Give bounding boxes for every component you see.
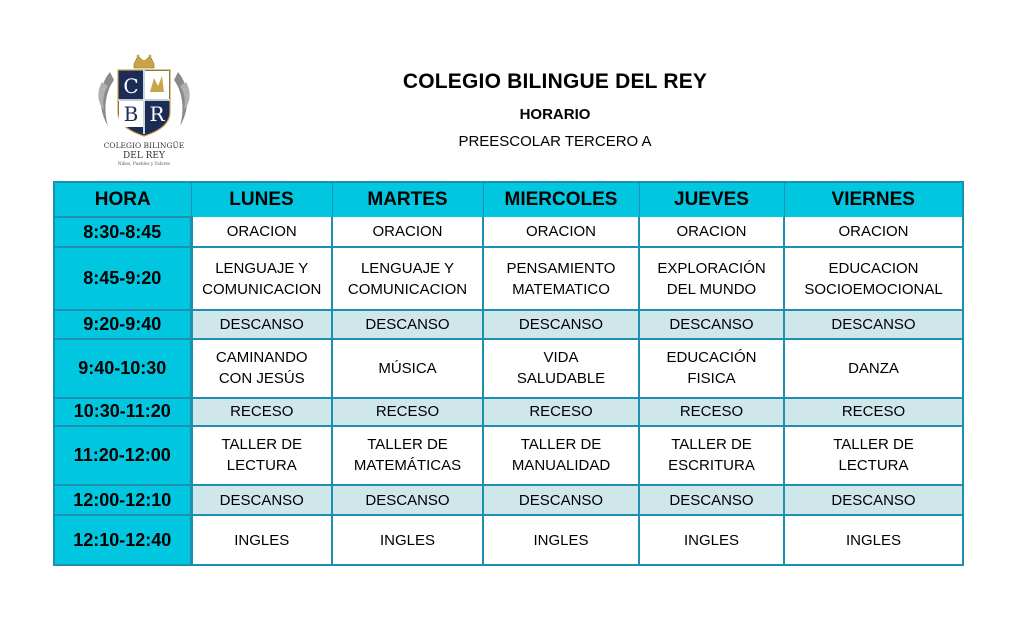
class-cell-line: ORACION — [525, 223, 596, 241]
logo-name-line2: DEL REY — [123, 151, 165, 161]
class-cell-line: RECESO — [679, 403, 744, 421]
class-cell — [332, 485, 483, 515]
class-cell-line: CON JESÚS — [218, 370, 305, 388]
class-cell-line: DESCANSO — [669, 491, 754, 509]
class-cell-line: TALLER DE — [520, 436, 602, 454]
class-cell-line: ORACION — [226, 223, 297, 241]
time-slot: 8:45-9:20 — [55, 247, 191, 310]
class-cell-line: TALLER DE — [367, 436, 448, 454]
class-cell — [639, 339, 784, 398]
class-cell — [483, 247, 639, 310]
class-cell-line: DESCANSO — [831, 491, 916, 509]
class-cell-line: INGLES — [683, 531, 740, 549]
class-cell — [784, 339, 962, 398]
class-cell — [639, 247, 784, 310]
class-cell — [191, 485, 332, 515]
logo-tagline: Niños, Pueblos y Valores — [117, 161, 171, 166]
class-cell-line: INGLES — [234, 531, 290, 549]
class-cell-line: ORACION — [372, 223, 443, 241]
class-cell-line: EDUCACIÓN — [666, 349, 757, 367]
class-cell-line: MÚSICA — [378, 359, 437, 377]
class-cell-line: EXPLORACIÓN — [657, 259, 766, 277]
class-cell-line: COMUNICACION — [347, 280, 468, 298]
class-cell — [483, 217, 639, 247]
class-cell — [191, 426, 332, 485]
logo-letter-b: B — [123, 102, 139, 126]
time-slot: 12:10-12:40 — [55, 515, 191, 564]
class-cell — [332, 426, 483, 485]
class-cell — [332, 247, 483, 310]
class-cell-line: MATEMATICO — [512, 280, 610, 298]
column-header-viernes: VIERNES — [784, 183, 962, 217]
class-cell-line: DANZA — [848, 359, 899, 377]
class-cell — [332, 310, 483, 338]
class-cell-line: INGLES — [533, 531, 589, 549]
class-cell-line: INGLES — [379, 531, 436, 549]
group-label: PREESCOLAR TERCERO A — [458, 133, 652, 150]
schedule-row — [55, 426, 962, 485]
class-cell-line: TALLER DE — [671, 436, 752, 454]
class-cell — [784, 485, 962, 515]
class-cell — [191, 398, 332, 426]
class-cell-line: DESCANSO — [518, 316, 604, 334]
column-header-lunes: LUNES — [191, 183, 332, 217]
class-cell-line: COMUNICACION — [202, 280, 322, 298]
class-cell — [191, 217, 332, 247]
class-cell — [784, 515, 962, 564]
class-cell — [639, 485, 784, 515]
logo-letter-c: C — [123, 74, 139, 98]
class-cell — [483, 426, 639, 485]
time-slot: 10:30-11:20 — [55, 398, 191, 426]
class-cell — [784, 217, 962, 247]
class-cell — [784, 426, 962, 485]
class-cell-line: CAMINANDO — [215, 349, 308, 367]
time-slot: 8:30-8:45 — [55, 217, 191, 247]
schedule-row — [55, 398, 962, 426]
time-slot: 9:20-9:40 — [55, 310, 191, 338]
class-cell-line: SOCIOEMOCIONAL — [804, 280, 943, 298]
class-cell-line: LECTURA — [838, 457, 909, 475]
class-cell-line: MANUALIDAD — [511, 457, 611, 475]
column-header-jueves: JUEVES — [639, 183, 784, 217]
class-cell-line: INGLES — [845, 531, 902, 549]
schedule-row — [55, 339, 962, 398]
class-cell-line: RECESO — [529, 403, 593, 421]
class-cell-line: DESCANSO — [365, 491, 450, 509]
class-cell-line: TALLER DE — [221, 436, 303, 454]
class-cell — [639, 217, 784, 247]
class-cell — [483, 339, 639, 398]
class-cell — [191, 339, 332, 398]
schedule-subtitle: HORARIO — [519, 106, 591, 123]
class-cell — [483, 485, 639, 515]
class-cell-line: LENGUAJE Y — [360, 259, 455, 277]
class-cell-line: DESCANSO — [219, 491, 304, 509]
class-cell-line: MATEMÁTICAS — [353, 457, 462, 475]
class-cell — [483, 310, 639, 338]
class-cell-line: SALUDABLE — [516, 370, 606, 388]
class-cell-line: LECTURA — [226, 457, 297, 475]
column-header-miercoles: MIERCOLES — [483, 183, 639, 217]
class-cell — [191, 515, 332, 564]
schedule-row — [55, 310, 962, 338]
class-cell — [784, 398, 962, 426]
school-logo — [96, 52, 192, 168]
class-cell — [639, 515, 784, 564]
schedule-row — [55, 485, 962, 515]
class-cell-line: DESCANSO — [518, 491, 604, 509]
time-slot: 11:20-12:00 — [55, 426, 191, 485]
schedule-table — [53, 181, 964, 566]
class-cell — [784, 310, 962, 338]
schedule-row — [55, 217, 962, 247]
time-slot: 9:40-10:30 — [55, 339, 191, 398]
class-cell — [191, 247, 332, 310]
class-cell-line: DESCANSO — [669, 316, 754, 334]
time-slot: 12:00-12:10 — [55, 485, 191, 515]
column-header-hora: HORA — [55, 183, 191, 217]
class-cell-line: ORACION — [838, 223, 909, 241]
logo-letter-r: R — [149, 102, 165, 126]
class-cell — [332, 339, 483, 398]
class-cell-line: PENSAMIENTO — [506, 259, 616, 277]
header-row — [55, 183, 962, 217]
class-cell — [483, 398, 639, 426]
class-cell — [332, 398, 483, 426]
class-cell-line: ESCRITURA — [668, 457, 755, 475]
logo-name-line1: COLEGIO BILINGÜE — [103, 141, 185, 150]
class-cell-line: TALLER DE — [833, 436, 914, 454]
schedule-row — [55, 515, 962, 564]
class-cell-line: RECESO — [841, 403, 906, 421]
class-cell-line: ORACION — [676, 223, 747, 241]
class-cell — [332, 515, 483, 564]
class-cell — [483, 515, 639, 564]
class-cell-line: DESCANSO — [219, 316, 304, 334]
class-cell — [332, 217, 483, 247]
column-header-martes: MARTES — [332, 183, 483, 217]
class-cell-line: DEL MUNDO — [666, 280, 757, 298]
class-cell — [639, 310, 784, 338]
class-cell-line: VIDA — [543, 349, 579, 367]
class-cell — [639, 426, 784, 485]
class-cell-line: DESCANSO — [365, 316, 450, 334]
class-cell-line: DESCANSO — [831, 316, 916, 334]
class-cell — [784, 247, 962, 310]
schedule-row — [55, 247, 962, 310]
class-cell-line: LENGUAJE Y — [215, 259, 309, 277]
class-cell-line: RECESO — [230, 403, 294, 421]
class-cell — [639, 398, 784, 426]
class-cell-line: RECESO — [375, 403, 440, 421]
class-cell — [191, 310, 332, 338]
school-title: COLEGIO BILINGUE DEL REY — [402, 70, 708, 93]
class-cell-line: FISICA — [687, 370, 736, 388]
class-cell-line: EDUCACION — [828, 259, 919, 277]
